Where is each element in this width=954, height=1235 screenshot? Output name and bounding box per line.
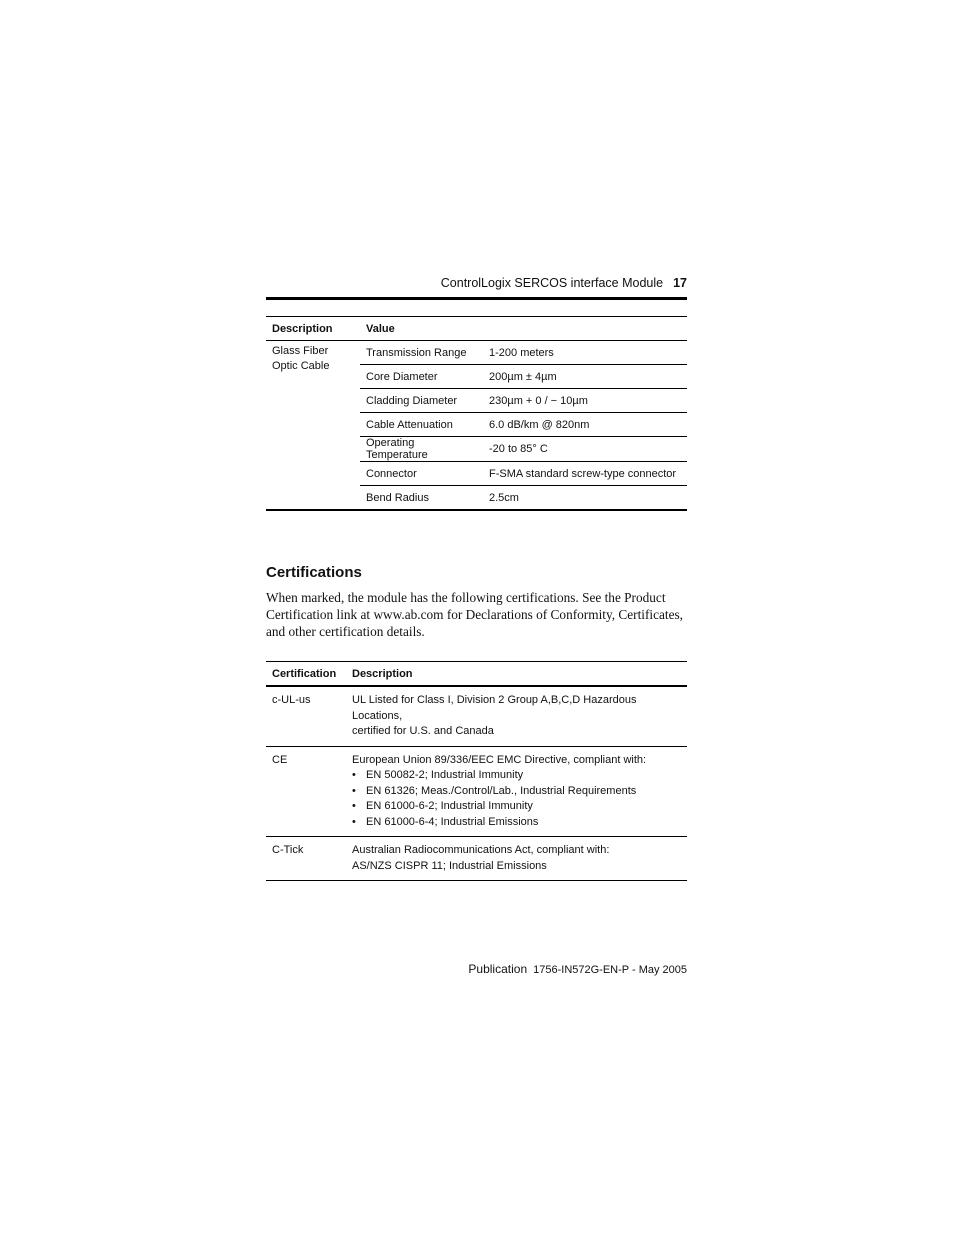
description-line: Australian Radiocommunications Act, compliant with: (352, 844, 610, 856)
cert-name: c-UL-us (272, 694, 311, 706)
value-cell: 6.0 dB/km @ 820nm (483, 413, 687, 437)
cert-name: C-Tick (266, 837, 346, 881)
value-cell: F-SMA standard screw-type connector (483, 462, 687, 486)
cert-table-header (266, 662, 687, 687)
page-footer (266, 962, 687, 976)
value-cell: -20 to 85° C (483, 437, 687, 462)
page-number: 17 (673, 276, 687, 290)
column-header-description: Description (266, 317, 360, 341)
list-item: • EN 50082-2; Industrial Immunity (352, 768, 681, 784)
description-line: certified for U.S. and Canada (352, 725, 494, 737)
value-cell: 230µm + 0 / − 10µm (483, 389, 687, 413)
header-rule (266, 297, 687, 300)
table-row (266, 746, 687, 837)
cert-description (346, 837, 687, 881)
param-cell: Core Diameter (360, 365, 483, 389)
value-cell: 200µm ± 4µm (483, 365, 687, 389)
table-row (266, 837, 687, 881)
page-header (266, 276, 687, 290)
param-cell: Cable Attenuation (360, 413, 483, 437)
publication-number: 1756-IN572G-EN-P - May 2005 (533, 964, 687, 976)
description-line: UL Listed for Class I, Division 2 Group A,B,C,D Hazardous Locations, (352, 694, 637, 722)
table-row (266, 341, 687, 365)
list-item: • EN 61000-6-4; Industrial Emissions (352, 815, 681, 831)
certification-table (266, 661, 687, 881)
standards-list (352, 768, 681, 830)
cert-name: CE (266, 746, 346, 837)
param-cell: Connector (360, 462, 483, 486)
table-row (266, 686, 687, 746)
spec-table-header (266, 317, 687, 341)
list-item: • EN 61000-6-2; Industrial Immunity (352, 799, 681, 815)
intro-paragraph: When marked, the module has the following certifications. See the Product Certification link at www.ab.com for Declarations of Conformity, Certificates, and other certification details. (266, 590, 684, 639)
cert-description (346, 746, 687, 837)
description-line: AS/NZS CISPR 11; Industrial Emissions (352, 859, 547, 872)
fiber-spec-table (266, 316, 687, 511)
param-cell: Transmission Range (366, 346, 467, 359)
column-header-value: Value (360, 317, 687, 341)
running-title: ControlLogix SERCOS interface Module (440, 276, 664, 290)
cert-description (346, 686, 687, 746)
param-cell: Bend Radius (360, 486, 483, 511)
column-header-certification: Certification (266, 662, 346, 687)
param-cell: Operating Temperature (360, 437, 483, 462)
section-heading: Certifications (266, 564, 362, 581)
column-header-description: Description (346, 662, 687, 687)
description-line: European Union 89/336/EEC EMC Directive, compliant with: (352, 753, 647, 766)
param-cell: Cladding Diameter (360, 389, 483, 413)
group-label: Glass Fiber Optic Cable (272, 345, 330, 372)
publication-label: Publication (468, 962, 528, 976)
value-cell: 1-200 meters (489, 346, 554, 359)
list-item: • EN 61326; Meas./Control/Lab., Industrial Requirements (352, 784, 681, 800)
value-cell: 2.5cm (483, 486, 687, 511)
